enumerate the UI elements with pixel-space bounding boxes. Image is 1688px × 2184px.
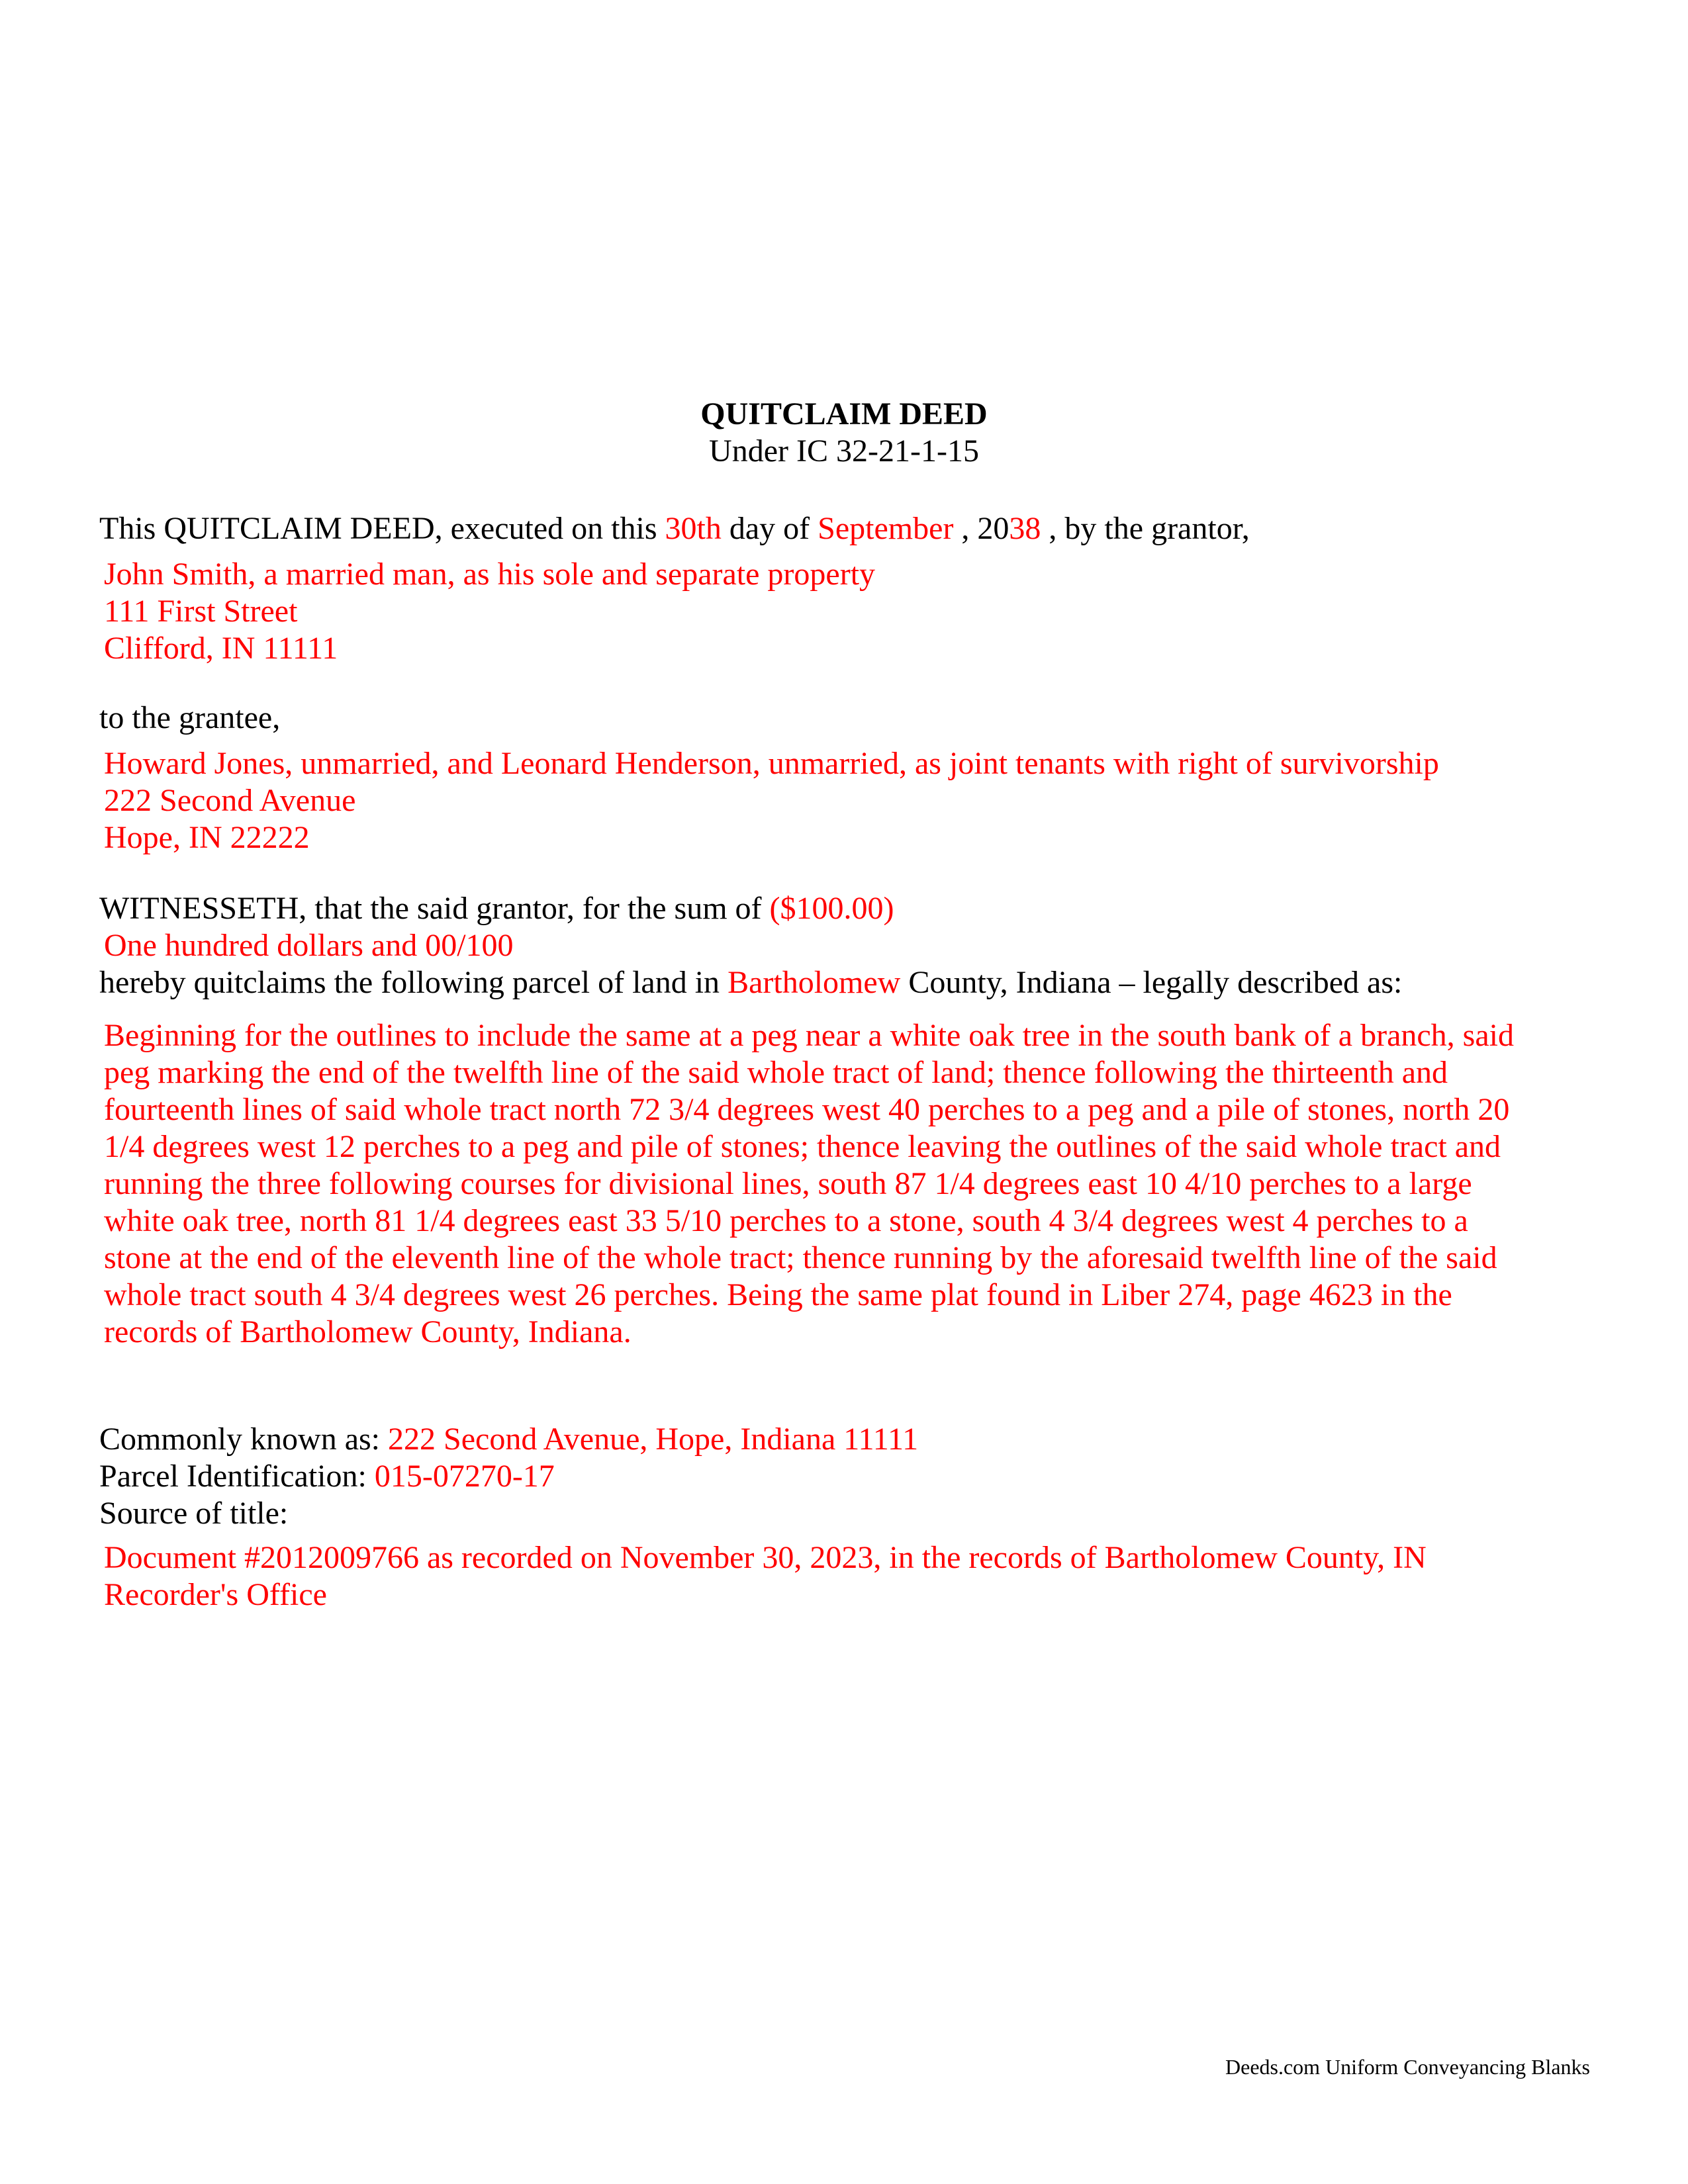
consideration-prefix: WITNESSETH, that the said grantor, for the sum of	[99, 891, 770, 926]
grantor-city: Clifford, IN 11111	[104, 631, 338, 666]
execution-month: September	[818, 511, 954, 546]
deed-subtitle: Under IC 32-21-1-15	[709, 433, 979, 469]
legal-line: 1/4 degrees west 12 perches to a peg and pile of stones; thence leaving the outlines of the said whole tract and	[104, 1129, 1501, 1164]
parcel-id-line	[99, 1458, 555, 1495]
parcel-id-value: 015-07270-17	[374, 1459, 555, 1494]
consideration-words: One hundred dollars and 00/100	[104, 928, 514, 963]
consideration-line	[99, 890, 894, 927]
legal-line: records of Bartholomew County, Indiana.	[104, 1314, 632, 1349]
parcel-prefix: hereby quitclaims the following parcel of land in	[99, 965, 728, 1000]
footer-credit: Deeds.com Uniform Conveyancing Blanks	[1225, 2055, 1590, 2079]
intro-line	[99, 510, 1250, 547]
grantor-street: 111 First Street	[104, 594, 298, 629]
grantee-block	[104, 745, 1439, 856]
execution-year: 38	[1009, 511, 1041, 546]
intro-day-of: day of	[721, 511, 818, 546]
parcel-county: Bartholomew	[727, 965, 901, 1000]
legal-line: whole tract south 4 3/4 degrees west 26 perches. Being the same plat found in Liber 274, page 4623 in the	[104, 1277, 1452, 1312]
legal-description	[104, 1017, 1587, 1351]
parcel-id-label: Parcel Identification:	[99, 1459, 375, 1494]
legal-line: Beginning for the outlines to include the same at a peg near a white oak tree in the south bank of a branch, said	[104, 1018, 1514, 1053]
source-of-title-block	[104, 1539, 1427, 1614]
grantee-name: Howard Jones, unmarried, and Leonard Henderson, unmarried, as joint tenants with right of survivorship	[104, 746, 1439, 781]
commonly-known-value: 222 Second Avenue, Hope, Indiana 11111	[388, 1422, 919, 1457]
source-of-title-line: Document #2012009766 as recorded on November 30, 2023, in the records of Bartholomew County, IN	[104, 1540, 1427, 1575]
consideration-amount: ($100.00)	[769, 891, 894, 926]
legal-line: stone at the end of the eleventh line of the whole tract; thence running by the aforesaid twelfth line of the said	[104, 1240, 1497, 1275]
grantee-city: Hope, IN 22222	[104, 820, 310, 855]
grantee-street: 222 Second Avenue	[104, 783, 356, 818]
commonly-known-line	[99, 1421, 918, 1458]
legal-line: fourteenth lines of said whole tract north 72 3/4 degrees west 40 perches to a peg and a pile of stones, north 20	[104, 1092, 1510, 1127]
execution-day: 30th	[665, 511, 722, 546]
legal-line: peg marking the end of the twelfth line of the said whole tract of land; thence following the thirteenth and	[104, 1055, 1448, 1090]
parcel-suffix: County, Indiana – legally described as:	[900, 965, 1403, 1000]
intro-year-prefix: , 20	[953, 511, 1009, 546]
source-of-title-label: Source of title:	[99, 1496, 289, 1531]
deed-title: QUITCLAIM DEED	[700, 396, 988, 432]
commonly-known-label: Commonly known as:	[99, 1422, 389, 1457]
source-of-title-line: Recorder's Office	[104, 1577, 327, 1612]
parcel-line	[99, 964, 1402, 1001]
legal-line: running the three following courses for divisional lines, south 87 1/4 degrees east 10 4/10 perches to a large	[104, 1166, 1472, 1201]
grantor-name: John Smith, a married man, as his sole and separate property	[104, 557, 876, 592]
grantee-label: to the grantee,	[99, 700, 281, 735]
intro-suffix: , by the grantor,	[1041, 511, 1250, 546]
intro-prefix: This QUITCLAIM DEED, executed on this	[99, 511, 665, 546]
grantor-block	[104, 556, 875, 667]
legal-line: white oak tree, north 81 1/4 degrees east 33 5/10 perches to a stone, south 4 3/4 degrees west 4 perches to a	[104, 1203, 1468, 1238]
